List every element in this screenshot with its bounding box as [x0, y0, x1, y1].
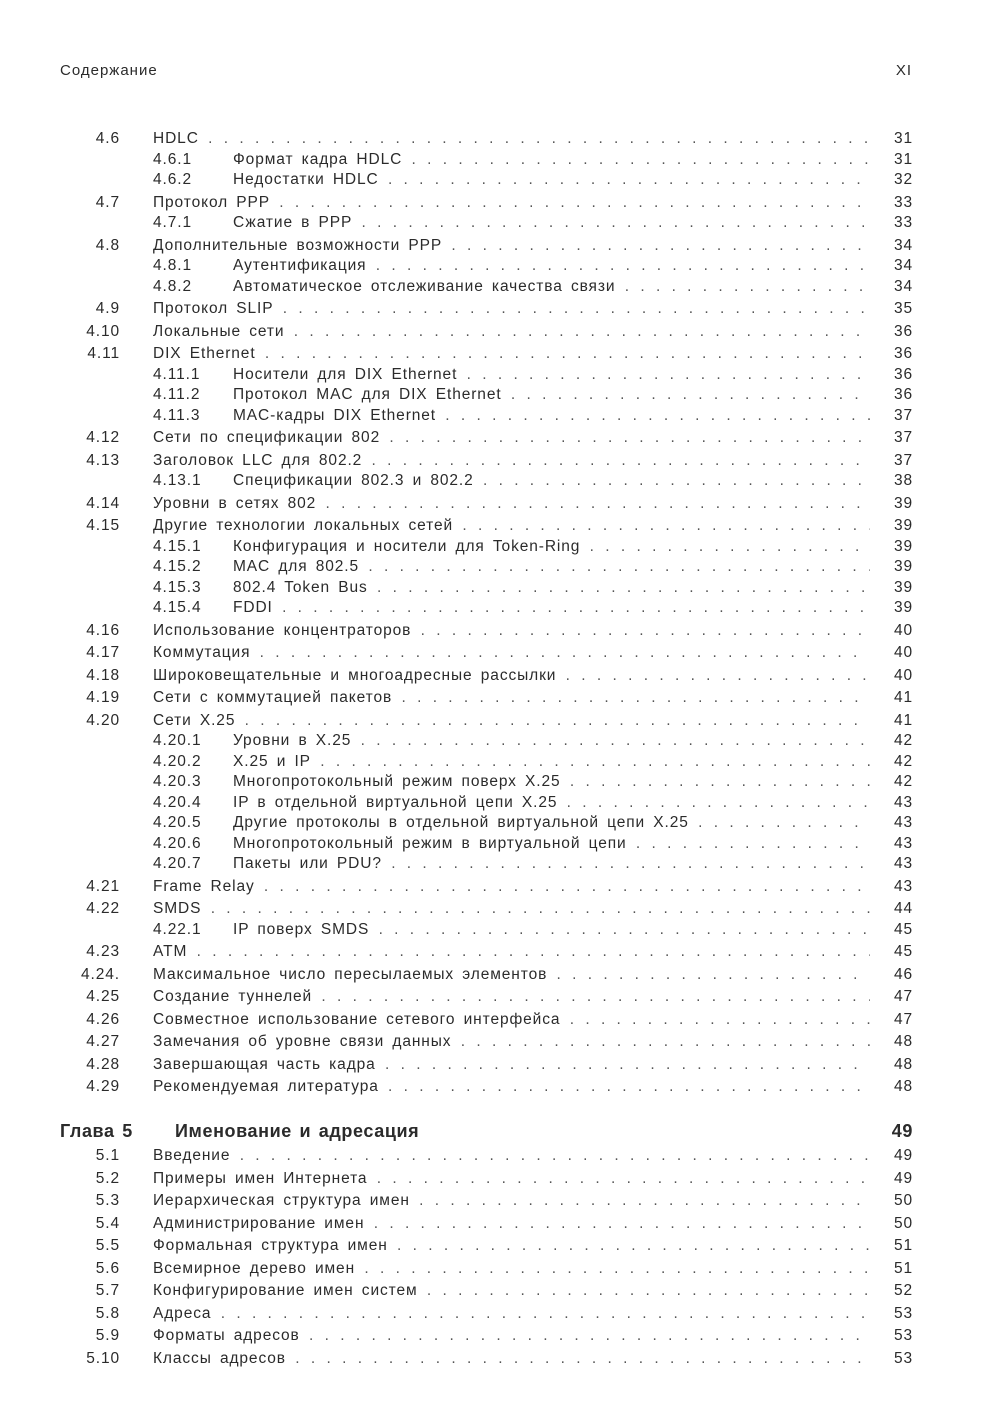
- toc-entry-number: 4.7.1: [153, 214, 192, 231]
- toc-entry-title: Протокол MAC для DIX Ethernet . .: [233, 386, 870, 404]
- toc-entry-number: 4.20.6: [153, 834, 202, 852]
- toc-entry-page: 48: [893, 1078, 913, 1095]
- toc-entry-number: 4.7: [95, 193, 120, 211]
- toc-entry-number: 4.15.1: [153, 537, 202, 555]
- toc-entry-page: 48: [893, 1055, 913, 1073]
- toc-entry-number: 4.12: [86, 429, 120, 446]
- toc-entry-page: 47: [893, 1010, 913, 1028]
- toc-entry-title: IP в отдельной виртуальной цепи X.25 . .: [233, 794, 870, 812]
- toc-entry-page: 50: [893, 1214, 913, 1232]
- toc-entry-number: 4.6.1: [153, 150, 192, 168]
- toc-entry-title: Рекомендуемая литература . .: [153, 1078, 870, 1096]
- toc-entry-page: 47: [893, 988, 913, 1005]
- toc-entry-page: 33: [893, 193, 913, 211]
- toc-entry-number: 4.18: [86, 666, 120, 684]
- toc-entry-page: 41: [893, 689, 913, 706]
- toc-entry-title: Адреса . .: [153, 1305, 870, 1323]
- toc-entry-number: 5.1: [95, 1147, 120, 1164]
- toc-entry-title: DIX Ethernet . .: [153, 345, 870, 363]
- toc-entry-title: 802.4 Token Bus . .: [233, 579, 870, 597]
- toc-entry-page: 37: [893, 451, 913, 469]
- toc-entry-number: 4.20.7: [153, 855, 202, 872]
- toc-entry-page: 46: [893, 965, 913, 983]
- toc-entry-number: 4.19: [86, 689, 120, 706]
- toc-entry-page: 43: [893, 877, 913, 895]
- toc-entry-page: 39: [893, 494, 913, 512]
- toc-entry-number: 4.26: [86, 1010, 120, 1028]
- toc-entry-page: 39: [893, 517, 913, 534]
- toc-entry-number: 5.9: [95, 1327, 120, 1344]
- toc-entry-page: 36: [893, 345, 913, 362]
- toc-entry-title: Протокол SLIP . .: [153, 300, 870, 318]
- toc-entry-page: 40: [893, 621, 913, 639]
- running-head: [60, 62, 912, 84]
- toc-entry-page: 51: [893, 1237, 913, 1254]
- toc-entry-page: 36: [893, 386, 913, 403]
- toc-entry-number: 5.7: [95, 1282, 120, 1299]
- toc-entry-page: 49: [893, 1147, 913, 1164]
- toc-entry-page: 34: [893, 236, 913, 254]
- toc-entry-number: 4.11: [87, 345, 120, 362]
- toc-entry-title: Замечания об уровне связи данных . .: [153, 1033, 870, 1051]
- toc-entry-title: Сети по спецификации 802 . .: [153, 429, 870, 447]
- toc-entry-title: Другие технологии локальных сетей . .: [153, 517, 870, 535]
- toc-entry-page: 34: [893, 277, 913, 295]
- toc-entry-page: 36: [893, 365, 913, 383]
- toc-entry-number: 4.23: [86, 943, 120, 960]
- toc-entry-page: 34: [893, 257, 913, 274]
- toc-entry-page: 43: [893, 793, 913, 811]
- toc-entry-page: 43: [893, 834, 913, 852]
- toc-entry-number: 4.16: [86, 621, 120, 639]
- running-head-page-number: XI: [895, 62, 912, 79]
- toc-entry-title: Администрирование имен . .: [153, 1215, 870, 1233]
- toc-entry-title: Сети X.25 . .: [153, 712, 870, 730]
- toc-entry-number: 4.20.2: [153, 752, 202, 770]
- toc-entry-title: Автоматическое отслеживание качества связи . .: [233, 278, 870, 296]
- toc-entry-title: HDLC . .: [153, 130, 870, 148]
- toc-entry-number: Глава 5: [60, 1120, 133, 1141]
- toc-entry-number: 4.21: [86, 877, 120, 895]
- toc-entry-title: MAC-кадры DIX Ethernet . .: [233, 407, 870, 425]
- toc-entry-number: 4.20.5: [153, 814, 202, 831]
- toc-entry-title: Другие протоколы в отдельной виртуальной цепи X.25 . .: [233, 814, 870, 832]
- toc-entry-title: Многопротокольный режим в виртуальной цепи . .: [233, 835, 870, 853]
- toc-entry-number: 4.22.1: [153, 920, 202, 938]
- toc-entry-title: Иерархическая структура имен . .: [153, 1192, 870, 1210]
- toc-entry-page: 52: [893, 1282, 913, 1299]
- toc-entry-title: X.25 и IP . .: [233, 753, 870, 771]
- toc-entry-number: 4.29: [86, 1078, 120, 1095]
- toc-entry-number: 5.8: [95, 1304, 120, 1322]
- toc-entry-title: Локальные сети . .: [153, 323, 870, 341]
- toc-entry-page: 41: [893, 711, 913, 729]
- toc-entry-number: 4.25: [86, 988, 120, 1005]
- toc-entry-page: 35: [893, 300, 913, 317]
- toc-entry-title: Классы адресов . .: [153, 1350, 870, 1368]
- toc-entry-page: 37: [893, 429, 913, 446]
- toc-entry-page: 45: [893, 920, 913, 938]
- toc-entry-title: Конфигурирование имен систем . .: [153, 1282, 870, 1300]
- toc-entry-page: 50: [893, 1192, 913, 1209]
- toc-entry-number: 4.15.3: [153, 578, 202, 596]
- toc-entry-title: IP поверх SMDS . .: [233, 921, 870, 939]
- toc-entry-title: Форматы адресов . .: [153, 1327, 870, 1345]
- toc-entry-page: 40: [893, 644, 913, 661]
- toc-entry-number: 4.8.2: [153, 277, 192, 295]
- toc-entry-title: Коммутация . .: [153, 644, 870, 662]
- toc-entry-page: 31: [893, 130, 913, 147]
- toc-entry-number: 4.15: [86, 517, 120, 534]
- toc-entry-number: 4.20.3: [153, 773, 202, 790]
- toc-entry-page: 53: [893, 1304, 913, 1322]
- toc-entry-number: 4.20.1: [153, 732, 202, 749]
- toc-entry-title: Использование концентраторов . .: [153, 622, 870, 640]
- toc-entry-number: 4.15.4: [153, 599, 202, 616]
- toc-entry-title: Примеры имен Интернета . .: [153, 1170, 870, 1188]
- toc-entry-number: 4.11.1: [153, 365, 201, 383]
- toc-entry-title: Носители для DIX Ethernet . .: [233, 366, 870, 384]
- toc-entry-page: 39: [893, 578, 913, 596]
- toc-entry-number: 5.2: [95, 1169, 120, 1187]
- toc-entry-title: Конфигурация и носители для Token-Ring . .: [233, 538, 870, 556]
- toc-entry-page: 49: [893, 1169, 913, 1187]
- toc-entry-title: Многопротокольный режим поверх X.25 . .: [233, 773, 870, 791]
- toc-entry-number: 5.4: [95, 1214, 120, 1232]
- toc-entry-page: 44: [893, 900, 913, 917]
- toc-entry-number: 4.14: [86, 494, 120, 512]
- toc-entry-title: Дополнительные возможности PPP . .: [153, 237, 870, 255]
- toc-entry-number: 4.8.1: [153, 257, 192, 274]
- toc-entry-page: 40: [893, 666, 913, 684]
- toc-entry-title: FDDI . .: [233, 599, 870, 617]
- toc-entry-title: Недостатки HDLC . .: [233, 171, 870, 189]
- toc-entry-number: 4.15.2: [153, 558, 202, 575]
- toc-entry-title: Frame Relay . .: [153, 878, 870, 896]
- toc-entry-title: Введение . .: [153, 1147, 870, 1165]
- toc-entry-page: 31: [893, 150, 913, 168]
- toc-entry-title: Максимальное число пересылаемых элементов . .: [153, 966, 870, 984]
- toc-entry-number: 4.11.2: [153, 386, 201, 403]
- toc-entry-page: 43: [893, 814, 913, 831]
- toc-entry-title: Пакеты или PDU? . .: [233, 855, 870, 873]
- toc-entry-number: 4.11.3: [153, 406, 201, 424]
- toc-entry-number: 5.5: [95, 1237, 120, 1254]
- toc-entry-title: Сети с коммутацией пакетов . .: [153, 689, 870, 707]
- toc-entry-title: Сжатие в PPP . .: [233, 214, 870, 232]
- toc-entry-number: 4.6.2: [153, 171, 192, 188]
- toc-entry-page: 53: [893, 1349, 913, 1367]
- toc-entry-page: 37: [893, 406, 913, 424]
- toc-entry-number: 4.22: [86, 900, 120, 917]
- toc-entry-page: 48: [893, 1033, 913, 1050]
- toc-entry-number: 4.13.1: [153, 472, 202, 489]
- toc-entry-title: Спецификации 802.3 и 802.2 . .: [233, 472, 870, 490]
- toc-entry-title: Уровни в сетях 802 . .: [153, 495, 870, 513]
- toc-entry-title: ATM . .: [153, 943, 870, 961]
- toc-entry-page: 36: [893, 322, 913, 340]
- toc-entry-title: Совместное использование сетевого интерфейса . .: [153, 1011, 870, 1029]
- toc-entry-title: SMDS . .: [153, 900, 870, 918]
- toc-entry-page: 45: [893, 943, 913, 960]
- toc-entry-page: 43: [893, 855, 913, 872]
- toc-entry-title: MAC для 802.5 . .: [233, 558, 870, 576]
- toc-entry-page: 32: [893, 171, 913, 188]
- toc-entry-page: 49: [891, 1120, 913, 1141]
- toc-entry-number: 4.10: [86, 322, 120, 340]
- toc-entry-number: 4.8: [95, 236, 120, 254]
- toc-entry-number: 4.13: [86, 451, 120, 469]
- toc-entry-number: 4.20.4: [153, 793, 202, 811]
- toc-entry-page: 33: [893, 214, 913, 231]
- toc-entry-page: 38: [893, 472, 913, 489]
- toc-entry-page: 42: [893, 732, 913, 749]
- toc-entry-title: Всемирное дерево имен . .: [153, 1260, 870, 1278]
- toc-entry-title: Заголовок LLC для 802.2 . .: [153, 452, 870, 470]
- toc-entry-title: Уровни в X.25 . .: [233, 732, 870, 750]
- toc-entry-title: Создание туннелей . .: [153, 988, 870, 1006]
- toc-entry-title: Аутентификация . .: [233, 257, 870, 275]
- toc-entry-title: Протокол PPP . .: [153, 194, 870, 212]
- toc-entry-page: 42: [893, 752, 913, 770]
- toc-entry-page: 39: [893, 599, 913, 616]
- toc-entry-number: 4.28: [86, 1055, 120, 1073]
- toc-entry-title: Формальная структура имен . .: [153, 1237, 870, 1255]
- toc-entry-title: Формат кадра HDLC . .: [233, 151, 870, 169]
- toc-entry-number: 5.10: [86, 1349, 120, 1367]
- toc-entry-page: 42: [893, 773, 913, 790]
- toc-entry-number: 4.20: [86, 711, 120, 729]
- toc-entry-page: 39: [893, 558, 913, 575]
- toc-entry-number: 4.27: [86, 1033, 120, 1050]
- toc-entry-number: 4.24.: [81, 965, 120, 983]
- toc-entry-title: Именование и адресация: [175, 1120, 420, 1141]
- toc-entry-title: Широковещательные и многоадресные рассылки . .: [153, 667, 870, 685]
- toc-entry-page: 39: [893, 537, 913, 555]
- running-head-title: Содержание: [60, 62, 158, 79]
- toc-entry-number: 4.6: [95, 130, 120, 147]
- toc-entry-page: 53: [893, 1327, 913, 1344]
- toc-entry-page: 51: [893, 1259, 913, 1277]
- toc-entry-number: 4.9: [95, 300, 120, 317]
- toc-entry-number: 5.6: [95, 1259, 120, 1277]
- toc-entry-title: Завершающая часть кадра . .: [153, 1056, 870, 1074]
- toc-entry-number: 4.17: [86, 644, 120, 661]
- toc-entry-number: 5.3: [95, 1192, 120, 1209]
